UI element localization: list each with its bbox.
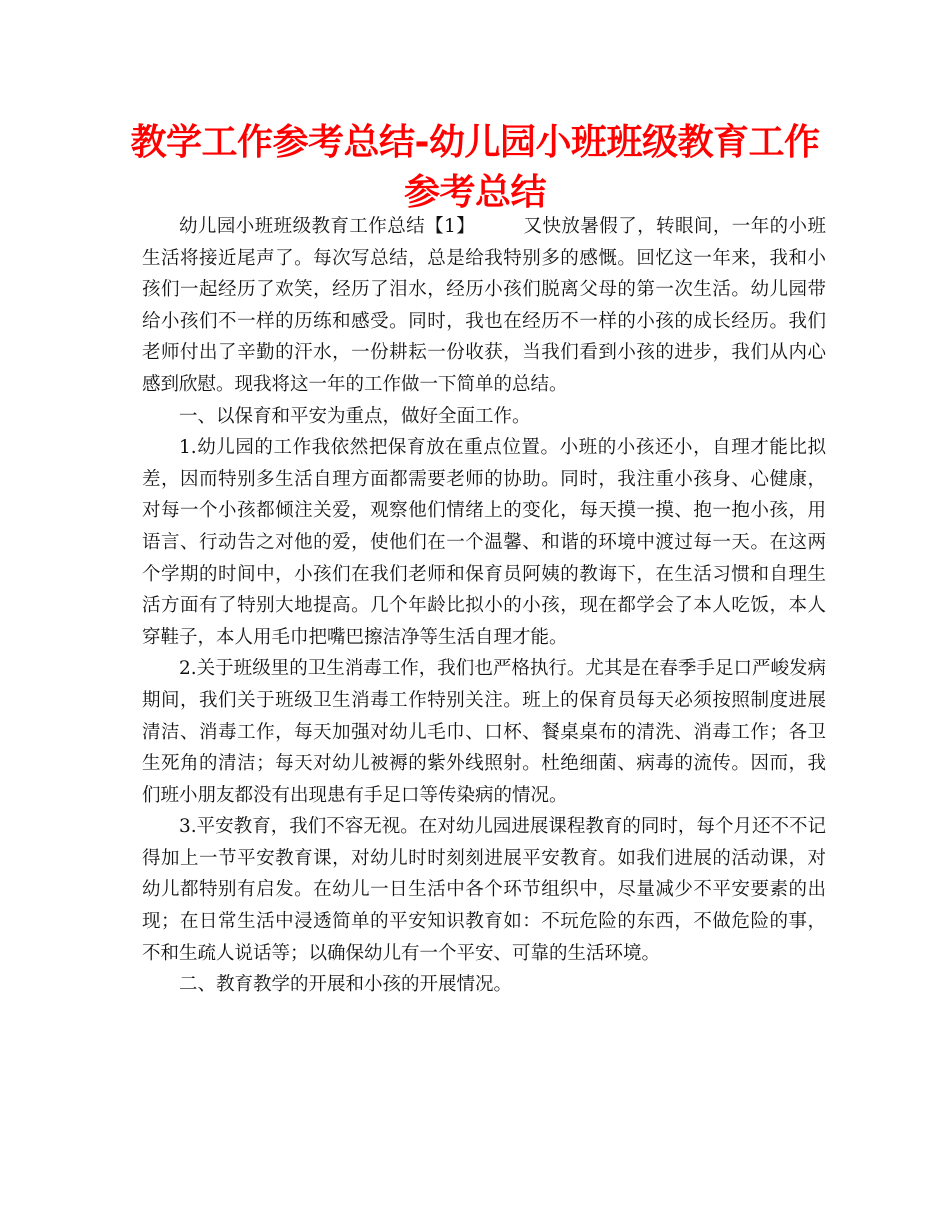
paragraph-section-2-heading: 二、教育教学的开展和小孩的开展情况。 <box>179 974 513 996</box>
document-body <box>142 211 826 1001</box>
paragraph-item-3: 3.平安教育，我们不容无视。在对幼儿园进展课程教育的同时，每个月还不不记得加上一节平安教育课，对幼儿时时刻刻进展平安教育。如我们进展的活动课，对幼儿都特别有启发。在幼儿一日生活中各个环节组织中，尽量减少不平安要素的出现；在日常生活中浸透简单的平安知识教育如：不玩危险的东西，不做危险的事，不和生疏人说话等；以确保幼儿有一个平安、可靠的生活环境。 <box>142 816 826 964</box>
section-heading: 幼儿园小班班级教育工作总结【1】 <box>179 216 476 237</box>
paragraph-item-2: 2.关于班级里的卫生消毒工作，我们也严格执行。尤其是在春季手足口严峻发病期间，我们关于班级卫生消毒工作特别关注。班上的保育员每天必须按照制度进展清洁、消毒工作，每天加强对幼儿毛巾、口杯、餐桌桌布的清洗、消毒工作；各卫生死角的清洁；每天对幼儿被褥的紫外线照射。杜绝细菌、病毒的流传。因而，我们班小朋友都没有出现患有手足口等传染病的情况。 <box>142 658 826 806</box>
paragraph-intro <box>142 211 826 401</box>
paragraph-text: 又快放暑假了，转眼间，一年的小班生活将接近尾声了。每次写总结，总是给我特别多的感慨。回忆这一年来，我和小孩们一起经历了欢笑，经历了泪水，经历小孩们脱离父母的第一次生活。幼儿园带给小孩们不一样的历练和感受。同时，我也在经历不一样的小孩的成长经历。我们老师付出了辛勤的汗水，一份耕耘一份收获，当我们看到小孩的进步，我们从内心感到欣慰。现我将这一年的工作做一下简单的总结。 <box>142 216 826 395</box>
paragraph-section-1-heading: 一、以保育和平安为重点，做好全面工作。 <box>179 405 531 427</box>
paragraph-item-1: 1.幼儿园的工作我依然把保育放在重点位置。小班的小孩还小，自理才能比拟差，因而特别多生活自理方面都需要老师的协助。同时，我注重小孩身、心健康，对每一个小孩都倾注关爱，观察他们情绪上的变化，每天摸一摸、抱一抱小孩，用语言、行动告之对他的爱，使他们在一个温馨、和谐的环境中渡过每一天。在这两个学期的时间中，小孩们在我们老师和保育员阿姨的教诲下，在生活习惯和自理生活方面有了特别大地提高。几个年龄比拟小的小孩，现在都学会了本人吃饭，本人穿鞋子，本人用毛巾把嘴巴擦洁净等生活自理才能。 <box>142 437 826 648</box>
document-title: 教学工作参考总结-幼儿园小班班级教育工作参考总结 <box>130 122 820 213</box>
